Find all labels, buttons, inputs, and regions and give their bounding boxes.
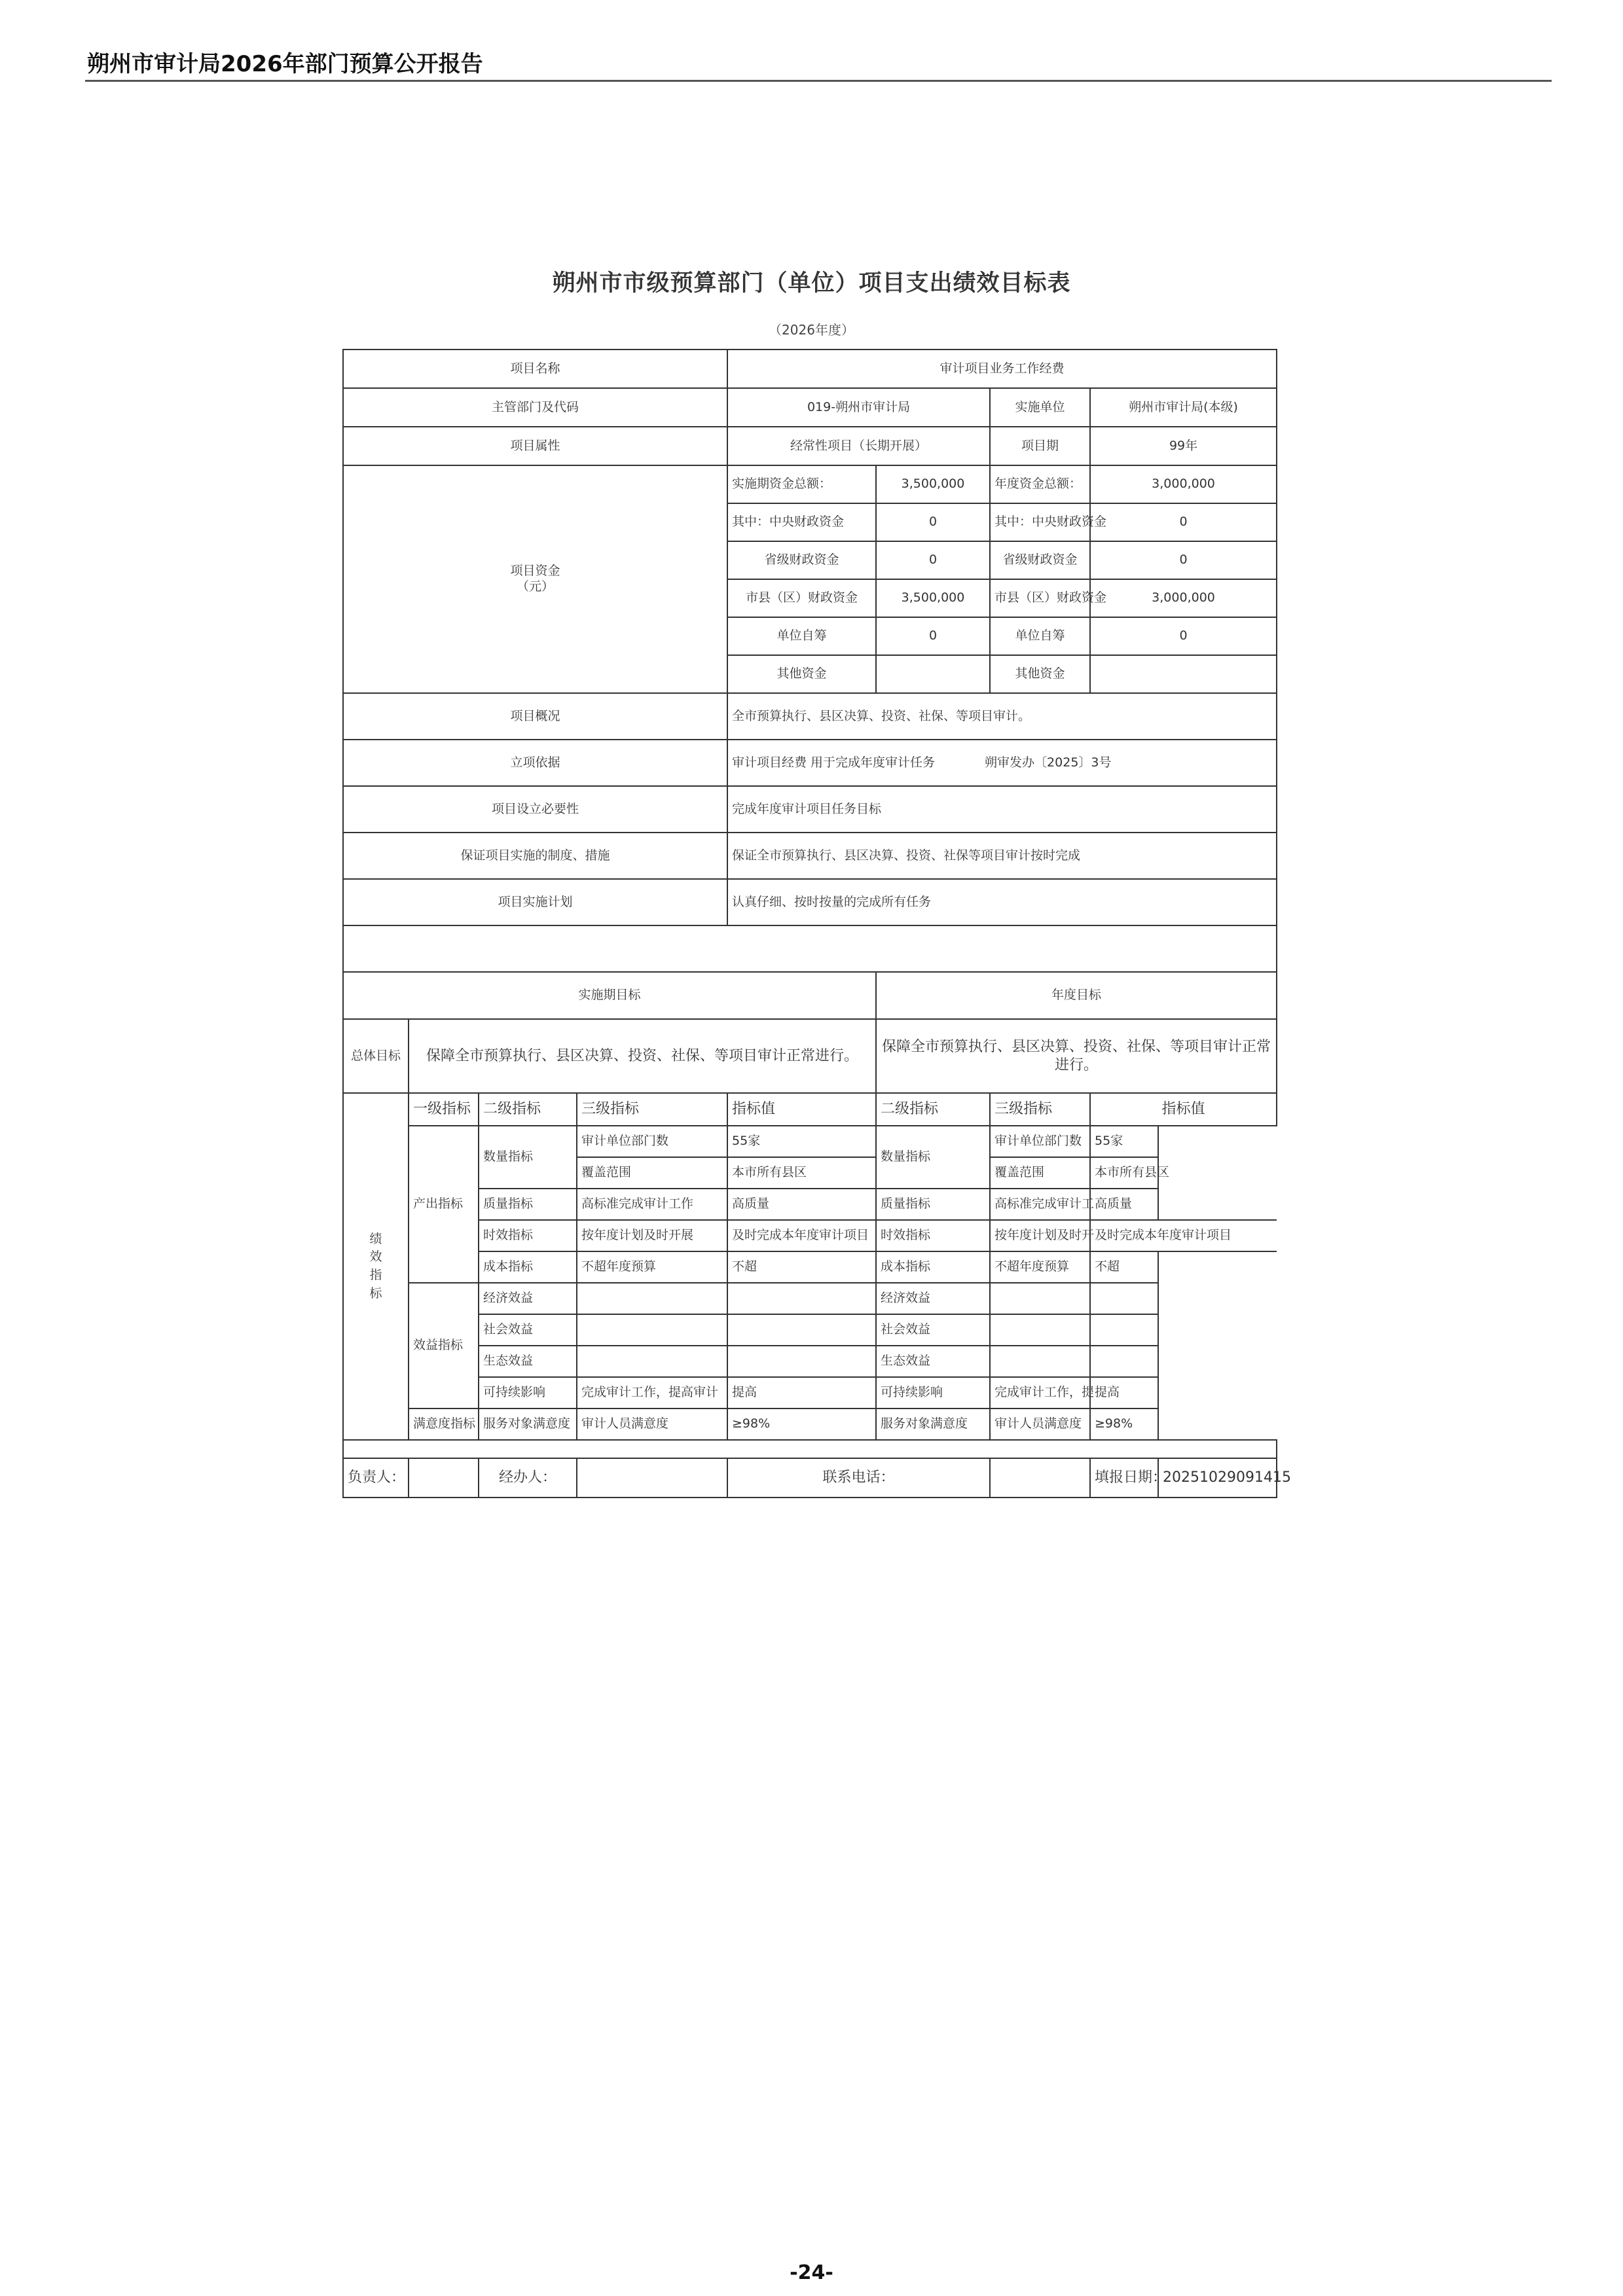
table-row xyxy=(343,1377,1277,1408)
header-level3: 三级指标 xyxy=(577,1093,727,1126)
funds-label xyxy=(343,465,727,693)
dept-label: 主管部门及代码 xyxy=(343,388,727,427)
report-header-title: 朔州市审计局2026年部门预算公开报告 xyxy=(87,51,483,77)
quantity-indicator-label: 数量指标 xyxy=(479,1126,577,1189)
table-row xyxy=(343,1314,1277,1346)
funds-label-line1: 项目资金 xyxy=(510,564,560,579)
funds-year-value: 0 xyxy=(1090,617,1277,655)
table-row xyxy=(343,693,1277,740)
year-quality-value: 高质量 xyxy=(1090,1189,1158,1220)
funds-impl-label: 实施期资金总额： xyxy=(727,465,876,503)
necessity-label: 项目设立必要性 xyxy=(343,786,727,833)
header-year-level2: 二级指标 xyxy=(876,1093,990,1126)
total-goal-label: 总体目标 xyxy=(343,1019,409,1093)
satisfaction-l2: 服务对象满意度 xyxy=(479,1408,577,1440)
header-value: 指标值 xyxy=(727,1093,876,1126)
year-economic-benefit-label: 经济效益 xyxy=(876,1283,990,1314)
table-row xyxy=(343,350,1277,388)
economic-benefit-label: 经济效益 xyxy=(479,1283,577,1314)
year-social-benefit-label: 社会效益 xyxy=(876,1314,990,1346)
year-satisfaction-l2: 服务对象满意度 xyxy=(876,1408,990,1440)
funds-year-label: 市县（区）财政资金 xyxy=(990,579,1090,617)
cost-l3: 不超年度预算 xyxy=(577,1251,727,1283)
funds-impl-value: 0 xyxy=(876,617,990,655)
year-cost-label: 成本指标 xyxy=(876,1251,990,1283)
quantity-l3: 审计单位部门数 xyxy=(577,1126,727,1157)
header-year-value: 指标值 xyxy=(1090,1093,1277,1126)
funds-year-value: 0 xyxy=(1090,503,1277,541)
handler-label: 经办人： xyxy=(479,1458,577,1498)
quantity-l3: 覆盖范围 xyxy=(577,1157,727,1189)
project-name-value: 审计项目业务工作经费 xyxy=(727,350,1277,388)
funds-impl-value: 3,500,000 xyxy=(876,465,990,503)
table-row xyxy=(343,833,1277,879)
funds-year-value xyxy=(1090,655,1277,693)
quality-l3: 高标准完成审计工作 xyxy=(577,1189,727,1220)
funds-label-line2: （元） xyxy=(517,579,555,594)
year-cost-value: 不超 xyxy=(1090,1251,1158,1283)
year-quantity-indicator-label: 数量指标 xyxy=(876,1126,990,1189)
performance-table-wrapper xyxy=(342,349,1291,1498)
table-row xyxy=(343,1440,1277,1458)
basis-label: 立项依据 xyxy=(343,740,727,786)
timeliness-indicator-label: 时效指标 xyxy=(479,1220,577,1251)
table-row xyxy=(343,427,1277,465)
table-row xyxy=(343,786,1277,833)
year-quantity-value: 55家 xyxy=(1090,1126,1158,1157)
impl-unit-value: 朔州市审计局(本级) xyxy=(1090,388,1277,427)
table-row xyxy=(343,740,1277,786)
table-row xyxy=(343,388,1277,427)
year-satisfaction-value: ≥98% xyxy=(1090,1408,1158,1440)
table-row xyxy=(343,1283,1277,1314)
year-total-goal: 保障全市预算执行、县区决算、投资、社保、等项目审计正常进行。 xyxy=(876,1019,1277,1093)
impl-total-goal: 保障全市预算执行、县区决算、投资、社保、等项目审计正常进行。 xyxy=(409,1019,876,1093)
basis-value: 审计项目经费 用于完成年度审计任务 朔审发办〔2025〕3号 xyxy=(727,740,1277,786)
table-row xyxy=(343,1126,1277,1157)
table-row xyxy=(343,1019,1277,1093)
phone-label: 联系电话： xyxy=(727,1458,990,1498)
year-sustain-value: 提高 xyxy=(1090,1377,1158,1408)
year-sustain-l3: 完成审计工作，提 xyxy=(990,1377,1090,1408)
header-year-level3: 三级指标 xyxy=(990,1093,1090,1126)
table-row xyxy=(343,1458,1277,1498)
year-timeliness-label: 时效指标 xyxy=(876,1220,990,1251)
funds-impl-value xyxy=(876,655,990,693)
year-timeliness-l3: 按年度计划及时开 xyxy=(990,1220,1090,1251)
funds-impl-label: 其他资金 xyxy=(727,655,876,693)
measures-value: 保证全市预算执行、县区决算、投资、社保等项目审计按时完成 xyxy=(727,833,1277,879)
responsible-label: 负责人： xyxy=(343,1458,409,1498)
year-satisfaction-l3: 审计人员满意度 xyxy=(990,1408,1090,1440)
measures-label: 保证项目实施的制度、措施 xyxy=(343,833,727,879)
funds-impl-value: 0 xyxy=(876,503,990,541)
funds-year-label: 单位自筹 xyxy=(990,617,1090,655)
table-row xyxy=(343,879,1277,925)
empty-spacer-row xyxy=(343,1440,1277,1458)
year-timeliness-value: 及时完成本年度审计项目 xyxy=(1090,1220,1277,1251)
funds-year-value: 3,000,000 xyxy=(1090,579,1277,617)
sustain-label: 可持续影响 xyxy=(479,1377,577,1408)
project-name-label: 项目名称 xyxy=(343,350,727,388)
cost-indicator-label: 成本指标 xyxy=(479,1251,577,1283)
ecological-benefit-label: 生态效益 xyxy=(479,1346,577,1377)
attr-value: 经常性项目（长期开展） xyxy=(727,427,990,465)
necessity-value: 完成年度审计项目任务目标 xyxy=(727,786,1277,833)
table-row xyxy=(343,1189,1277,1220)
funds-year-value: 3,000,000 xyxy=(1090,465,1277,503)
year-quantity-l3: 审计单位部门数 xyxy=(990,1126,1090,1157)
sustain-value: 提高 xyxy=(727,1377,876,1408)
satisfaction-value: ≥98% xyxy=(727,1408,876,1440)
satisfaction-l3: 审计人员满意度 xyxy=(577,1408,727,1440)
funds-impl-label: 其中：中央财政资金 xyxy=(727,503,876,541)
table-row xyxy=(343,1251,1277,1283)
document-year: （2026年度） xyxy=(769,322,854,338)
output-indicator-label: 产出指标 xyxy=(409,1126,479,1283)
plan-value: 认真仔细、按时按量的完成所有任务 xyxy=(727,879,1277,925)
timeliness-value: 及时完成本年度审计项目 xyxy=(727,1220,876,1251)
benefit-indicator-label: 效益指标 xyxy=(409,1283,479,1408)
year-quantity-l3: 覆盖范围 xyxy=(990,1157,1090,1189)
table-row xyxy=(343,465,1277,503)
handler-value xyxy=(577,1458,727,1498)
year-quality-l3: 高标准完成审计工 xyxy=(990,1189,1090,1220)
date-label: 填报日期： xyxy=(1090,1458,1158,1498)
period-value: 99年 xyxy=(1090,427,1277,465)
impl-goal-header: 实施期目标 xyxy=(343,972,876,1019)
impl-unit-label: 实施单位 xyxy=(990,388,1090,427)
quality-value: 高质量 xyxy=(727,1189,876,1220)
header-level1: 一级指标 xyxy=(409,1093,479,1126)
empty-spacer-row xyxy=(343,925,1277,972)
dept-value: 019-朔州市审计局 xyxy=(727,388,990,427)
funds-year-label: 省级财政资金 xyxy=(990,541,1090,579)
funds-impl-label: 市县（区）财政资金 xyxy=(727,579,876,617)
year-goal-header: 年度目标 xyxy=(876,972,1277,1019)
attr-label: 项目属性 xyxy=(343,427,727,465)
header-level2: 二级指标 xyxy=(479,1093,577,1126)
table-row xyxy=(343,972,1277,1019)
overview-label: 项目概况 xyxy=(343,693,727,740)
year-cost-l3: 不超年度预算 xyxy=(990,1251,1090,1283)
table-row xyxy=(343,1408,1277,1440)
cost-value: 不超 xyxy=(727,1251,876,1283)
table-row xyxy=(343,1346,1277,1377)
table-row xyxy=(343,1093,1277,1126)
sustain-l3: 完成审计工作，提高审计 xyxy=(577,1377,727,1408)
funds-year-label: 其他资金 xyxy=(990,655,1090,693)
funds-impl-label: 省级财政资金 xyxy=(727,541,876,579)
funds-impl-value: 3,500,000 xyxy=(876,579,990,617)
table-row xyxy=(343,925,1277,972)
header-divider xyxy=(85,80,1552,82)
performance-indicator-text: 绩效指标 xyxy=(369,1231,382,1300)
quantity-value: 55家 xyxy=(727,1126,876,1157)
year-ecological-benefit-label: 生态效益 xyxy=(876,1346,990,1377)
performance-indicator-label xyxy=(343,1093,409,1440)
funds-year-value: 0 xyxy=(1090,541,1277,579)
year-quantity-value: 本市所有县区 xyxy=(1090,1157,1158,1189)
funds-year-label: 其中：中央财政资金 xyxy=(990,503,1090,541)
table-row xyxy=(343,1220,1277,1251)
page-number: -24- xyxy=(790,2261,833,2284)
year-sustain-label: 可持续影响 xyxy=(876,1377,990,1408)
social-benefit-label: 社会效益 xyxy=(479,1314,577,1346)
responsible-value xyxy=(409,1458,479,1498)
funds-impl-value: 0 xyxy=(876,541,990,579)
performance-target-table xyxy=(342,349,1291,1498)
document-title: 朔州市市级预算部门（单位）项目支出绩效目标表 xyxy=(552,270,1071,296)
year-quality-label: 质量指标 xyxy=(876,1189,990,1220)
funds-impl-label: 单位自筹 xyxy=(727,617,876,655)
satisfaction-indicator-label: 满意度指标 xyxy=(409,1408,479,1440)
overview-value: 全市预算执行、县区决算、投资、社保、等项目审计。 xyxy=(727,693,1277,740)
date-value: 20251029091415 xyxy=(1158,1458,1277,1498)
quantity-value: 本市所有县区 xyxy=(727,1157,876,1189)
quality-indicator-label: 质量指标 xyxy=(479,1189,577,1220)
plan-label: 项目实施计划 xyxy=(343,879,727,925)
funds-year-label: 年度资金总额： xyxy=(990,465,1090,503)
phone-value xyxy=(990,1458,1090,1498)
timeliness-l3: 按年度计划及时开展 xyxy=(577,1220,727,1251)
period-label: 项目期 xyxy=(990,427,1090,465)
